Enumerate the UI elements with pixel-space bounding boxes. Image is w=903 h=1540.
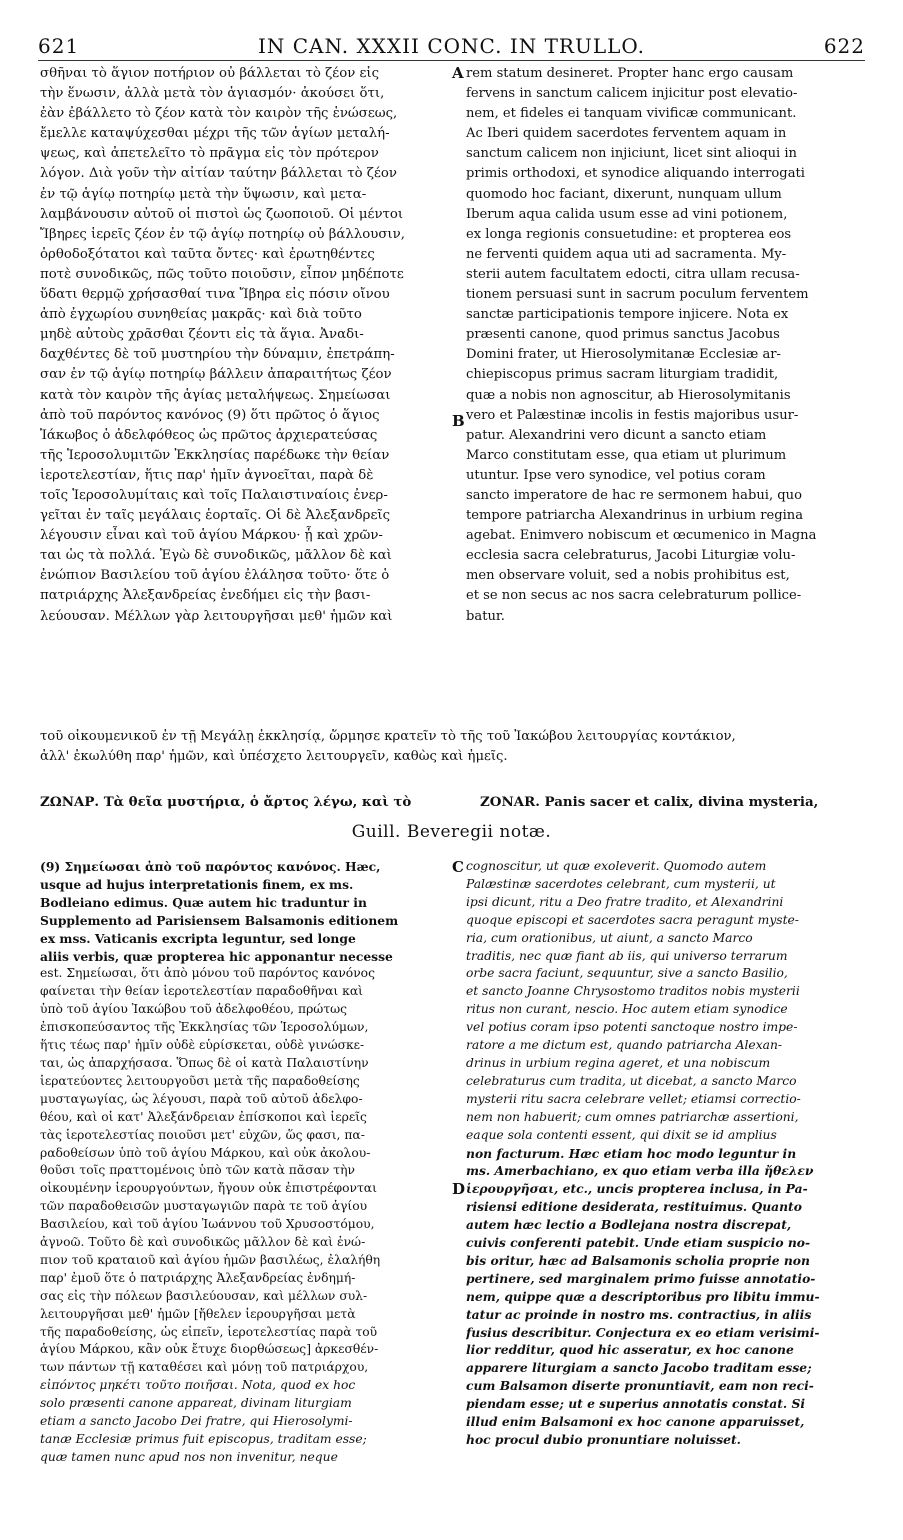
text-line: bis oritur, hæc ad Balsamonis scholia proprie non bbox=[466, 1252, 810, 1268]
text-line: ἁγίου Μάρκου, κἂν οὐκ ἔτυχε διορθώσεως] ἀρκεσθέν- bbox=[40, 1342, 379, 1357]
page-number-right: 622 bbox=[823, 34, 865, 58]
text-line: est. Σημείωσαι, ὅτι ἀπὸ μόνου τοῦ παρόντος κανόνος bbox=[40, 966, 375, 981]
text-line: ἐπισκοπεύσαντος τῆς Ἐκκλησίας τῶν Ἱεροσολύμων, bbox=[40, 1020, 369, 1035]
zonaras-greek-heading: ΖΩΝΑΡ. Τὰ θεῖα μυστήρια, ὁ ἄρτος λέγω, καὶ τὸ bbox=[40, 794, 412, 810]
text-line: Marco constitutam esse, qua etiam ut plurimum bbox=[466, 447, 787, 463]
text-line: men observare voluit, sed a nobis prohibitus est, bbox=[466, 568, 790, 584]
text-line: ἀγνοῶ. Τοῦτο δὲ καὶ συνοδικῶς μᾶλλον δὲ καὶ ἐνώ- bbox=[40, 1235, 366, 1250]
text-line: ραδοθείσων ὑπὸ τοῦ ἁγίου Μάρκου, καὶ οὐκ ἀκολου- bbox=[40, 1145, 371, 1160]
text-line: λόγον. Διὰ γοῦν τὴν αἰτίαν ταύτην βάλλεται τὸ ζέον bbox=[40, 166, 397, 182]
text-line: cum Balsamon diserte pronuntiavit, eam non reci- bbox=[466, 1378, 814, 1394]
text-line: quomodo hoc faciant, dixerunt, nunquam ullum bbox=[466, 186, 782, 202]
text-line: ἱεροτελεστίαν, ἥτις παρ' ἡμῖν ἀγνοεῖται, παρὰ δὲ bbox=[40, 467, 374, 483]
text-line: ms. Amerbachiano, ex quo etiam verba illa ἤθελεν bbox=[466, 1163, 814, 1179]
text-line: Supplemento ad Parisiensem Balsamonis editionem bbox=[40, 912, 399, 928]
text-line: autem hæc lectio a Bodlejana nostra discrepat, bbox=[466, 1217, 792, 1233]
text-line: pertinere, sed marginalem primo fuisse annotatio- bbox=[466, 1270, 816, 1286]
text-line: πατριάρχης Ἀλεξανδρείας ἐνεδήμει εἰς τὴν βασι- bbox=[40, 588, 371, 604]
text-line: fervens in sanctum calicem injicitur post elevatio- bbox=[466, 86, 798, 102]
text-line: μυσταγωγίας, ὡς λέγουσι, παρὰ τοῦ αὐτοῦ ἀδελφο- bbox=[40, 1091, 363, 1106]
text-line: ratore a me dictum est, quando patriarcha Alexan- bbox=[466, 1038, 783, 1053]
running-header bbox=[38, 34, 865, 58]
full-width-line: ἀλλ' ἐκωλύθη παρ' ἡμῶν, καὶ ὑπέσχετο λειτουργεῖν, καθὼς καὶ ἡμεῖς. bbox=[40, 749, 508, 764]
text-line: Ἴβηρες ἱερεῖς ζέον ἐν τῷ ἁγίῳ ποτηρίῳ οὐ βάλλουσιν, bbox=[40, 226, 405, 242]
text-line: σθῆναι τὸ ἅγιον ποτήριον οὐ βάλλεται τὸ ζέον εἰς bbox=[40, 66, 380, 81]
text-line: ται ὡς τὰ πολλά. Ἐγὼ δὲ συνοδικῶς, μᾶλλον δὲ καὶ bbox=[40, 548, 392, 564]
text-line: etiam a sancto Jacobo Dei fratre, qui Hierosolymi- bbox=[40, 1414, 353, 1429]
text-line: rem statum desineret. Propter hanc ergo causam bbox=[466, 66, 794, 81]
text-line: et sancto Joanne Chrysostomo traditos nobis mysterii bbox=[466, 984, 800, 999]
text-line: celebraturus cum tradita, ut dicebat, a sancto Marco bbox=[466, 1073, 797, 1088]
text-line: Ac Iberi quidem sacerdotes ferventem aquam in bbox=[466, 126, 787, 142]
text-line: των πάντων τῇ καταθέσει καὶ μόνῃ τοῦ πατριάρχου, bbox=[40, 1360, 369, 1375]
text-line: et se non secus ac nos sacra celebraturum pollice- bbox=[466, 588, 802, 604]
text-line: ψεως, καὶ ἀπετελεῖτο τὸ πρᾶγμα εἰς τὸν πρότερον bbox=[40, 146, 379, 162]
text-line: παρ' ἐμοῦ ὅτε ὁ πατριάρχης Ἀλεξανδρείας ἐνδημή- bbox=[40, 1270, 356, 1285]
text-line: ἱερατεύοντες λειτουργοῦσι μετὰ τῆς παραδοθείσης bbox=[40, 1073, 360, 1088]
text-line: patur. Alexandrini vero dicunt a sancto etiam bbox=[466, 427, 767, 443]
text-line: primis orthodoxi, et synodice aliquando interrogati bbox=[466, 166, 805, 182]
text-line: Βασιλείου, καὶ τοῦ ἁγίου Ἰωάννου τοῦ Χρυσοστόμου, bbox=[40, 1217, 375, 1232]
text-line: risiensi editione desiderata, restituimus. Quanto bbox=[466, 1199, 802, 1215]
text-line: non facturum. Hæc etiam hoc modo leguntur in bbox=[466, 1145, 797, 1161]
text-line: θέου, καὶ οἱ κατ' Ἀλεξάνδρειαν ἐπίσκοποι καὶ ἱερεῖς bbox=[40, 1109, 367, 1124]
text-line: aliis verbis, quæ propterea hic apponantur necesse bbox=[40, 948, 393, 964]
text-line: tempore patriarcha Alexandrinus in urbium regina bbox=[466, 508, 804, 524]
text-line: ex longa regionis consuetudine: et propterea eos bbox=[466, 226, 792, 242]
text-line: Ἰάκωβος ὁ ἀδελφόθεος ὡς πρῶτος ἀρχιερατεύσας bbox=[40, 427, 378, 443]
text-line: τῶν παραδοθεισῶν μυσταγωγιῶν παρὰ τε τοῦ ἁγίου bbox=[40, 1199, 368, 1214]
text-line: λεύουσαν. Μέλλων γὰρ λειτουργῆσαι μεθ' ἡμῶν καὶ bbox=[40, 608, 393, 624]
text-line: (9) Σημείωσαι ἀπὸ τοῦ παρόντος κανόνος. Hæc, bbox=[40, 859, 381, 874]
greek-canon-text bbox=[40, 64, 450, 627]
text-line: mysterii ritu sacra celebrare vellet; etiamsi correctio- bbox=[466, 1091, 801, 1106]
text-line: μηδὲ αὐτοὺς χρᾶσθαι ζέοντι εἰς τὰ ἅγια. Ἀναδι- bbox=[40, 327, 364, 343]
text-line: sanctæ participationis tempore injicere. Nota ex bbox=[466, 307, 789, 323]
text-line: Bodleiano edimus. Quæ autem hic traduntur in bbox=[40, 894, 367, 910]
text-line: ἐν τῷ ἁγίῳ ποτηρίῳ μετὰ τὴν ὕψωσιν, καὶ μετα- bbox=[40, 186, 367, 202]
text-line: tanæ Ecclesiæ primus fuit episcopus, traditam esse; bbox=[40, 1432, 367, 1446]
text-line: ὑπὸ τοῦ ἁγίου Ἰακώβου τοῦ ἀδελφοθέου, πρώτως bbox=[40, 1002, 348, 1017]
text-line: ex mss. Vaticanis excripta leguntur, sed longe bbox=[40, 930, 356, 946]
text-line: nem, et fideles ei tanquam vivificæ communicant. bbox=[466, 106, 797, 122]
text-line: sanctum calicem non injiciunt, licet sint alioqui in bbox=[466, 146, 797, 162]
text-line: ὀρθοδοξότατοι καὶ ταῦτα ὄντες· καὶ ἐρωτηθέντες bbox=[40, 246, 375, 262]
running-title: IN CAN. XXXII CONC. IN TRULLO. bbox=[258, 34, 645, 58]
text-line: ecclesia sacra celebraturus, Jacobi Liturgiæ volu- bbox=[466, 548, 796, 564]
text-line: eaque sola contenti essent, qui dixit se id amplius bbox=[466, 1127, 777, 1142]
text-line: illud enim Balsamoni ex hoc canone apparuisset, bbox=[466, 1414, 805, 1430]
margin-marker-a: A bbox=[452, 64, 464, 82]
text-line: agebat. Enimvero nobiscum et œcumenico in Magna bbox=[466, 528, 817, 544]
text-line: tatur ac proinde in nostro ms. contractius, in aliis bbox=[466, 1306, 812, 1322]
text-line: apparere liturgiam a sancto Jacobo traditam esse; bbox=[466, 1360, 812, 1376]
margin-marker-d: D bbox=[452, 1180, 466, 1198]
text-line: ἔμελλε καταψύχεσθαι μέχρι τῆς τῶν ἁγίων μεταλή- bbox=[40, 126, 390, 142]
full-width-line: τοῦ οἰκουμενικοῦ ἐν τῇ Μεγάλῃ ἐκκλησίᾳ, ὥρμησε κρατεῖν τὸ τῆς τοῦ Ἰακώβου λειτουργίας κοντάκιον, bbox=[40, 729, 736, 744]
text-line: ται, ὡς ἀπαρχήσασα. Ὅπως δὲ οἱ κατὰ Παλαιστίνην bbox=[40, 1055, 369, 1070]
text-line: ἥτις τέως παρ' ἡμῖν οὐδὲ εὑρίσκεται, οὐδὲ γινώσκε- bbox=[40, 1038, 365, 1053]
text-line: tionem persuasi sunt in sacrum poculum ferventem bbox=[466, 287, 809, 303]
text-line: σας εἰς τὴν πόλεων βασιλεύουσαν, καὶ μέλλων συλ- bbox=[40, 1288, 368, 1303]
text-line: ἐὰν ἐβάλλετο τὸ ζέον κατὰ τὸν καιρὸν τῆς ἑνώσεως, bbox=[40, 106, 398, 122]
text-line: vel potius coram ipso potenti sanctoque nostro impe- bbox=[466, 1020, 798, 1035]
text-line: εἰπόντος μηκέτι τοῦτο ποιῆσαι. Nota, quod ex hoc bbox=[40, 1378, 356, 1393]
text-line: λειτουργῆσαι μεθ' ἡμῶν [ἤθελεν ἱερουργῆσαι μετὰ bbox=[40, 1306, 356, 1321]
text-line: sancto imperatore de hac re sermonem habui, quo bbox=[466, 487, 802, 503]
text-line: orbe sacra faciunt, sequuntur, sive a sancto Basilio, bbox=[466, 966, 788, 981]
text-line: τὰς ἱεροτελεστίας ποιοῦσι μετ' εὐχῶν, ὥς φασι, πα- bbox=[40, 1127, 365, 1142]
text-line: usque ad hujus interpretationis finem, ex ms. bbox=[40, 876, 354, 892]
text-line: οἰκουμένην ἱερουργούντων, ἤγουν οὐκ ἐπιστρέφονται bbox=[40, 1181, 377, 1196]
text-line: ὕδατι θερμῷ χρήσασθαί τινα Ἴβηρα εἰς πόσιν οἴνου bbox=[40, 287, 390, 303]
text-line: πιον τοῦ κραταιοῦ καὶ ἁγίου ἡμῶν βασιλέως, ἐλαλήθη bbox=[40, 1252, 381, 1267]
text-line: nem non habuerit; cum omnes patriarchæ assertioni, bbox=[466, 1109, 799, 1124]
text-line: ritus non curant, nescio. Hoc autem etiam synodice bbox=[466, 1002, 788, 1017]
text-line: λαμβάνουσιν αὐτοῦ οἱ πιστοὶ ὡς ζωοποιοῦ. Οἱ μέντοι bbox=[40, 206, 404, 222]
text-line: λέγουσιν εἶναι καὶ τοῦ ἁγίου Μάρκου· ᾗ καὶ χρῶν- bbox=[40, 528, 383, 544]
notes-right-column bbox=[466, 858, 868, 1449]
text-line: Palæstinæ sacerdotes celebrant, cum mysterii, ut bbox=[466, 876, 776, 891]
text-line: vero et Palæstinæ incolis in festis majoribus usur- bbox=[466, 407, 799, 423]
text-line: solo præsenti canone appareat, divinam liturgiam bbox=[40, 1396, 352, 1411]
text-line: hoc procul dubio pronuntiare noluisset. bbox=[466, 1432, 741, 1447]
text-line: σαν ἐν τῷ ἁγίῳ ποτηρίῳ βάλλειν ἀπαραιτήτως ζέον bbox=[40, 367, 392, 383]
text-line: κατὰ τὸν καιρὸν τῆς ἁγίας μεταλήψεως. Σημείωσαι bbox=[40, 387, 391, 403]
margin-marker-c: C bbox=[452, 858, 464, 876]
latin-canon-text bbox=[466, 64, 868, 627]
text-line: τῆς παραδοθείσης, ὡς εἰπεῖν, ἱεροτελεστίας παρὰ τοῦ bbox=[40, 1324, 378, 1339]
text-line: fusius describitur. Conjectura ex eo etiam verisimi- bbox=[466, 1324, 820, 1340]
text-line: δαχθέντες δὲ τοῦ μυστηρίου τὴν δύναμιν, ἐπετράπη- bbox=[40, 347, 395, 363]
text-line: ἀπὸ τοῦ παρόντος κανόνος (9) ὅτι πρῶτος ὁ ἅγιος bbox=[40, 407, 380, 423]
text-line: nem, quippe quæ a descriptoribus pro libitu immu- bbox=[466, 1288, 820, 1304]
text-line: ἱερουργῆσαι, etc., uncis propterea inclusa, in Pa- bbox=[466, 1181, 808, 1197]
notes-title: Guill. Beveregii notæ. bbox=[351, 822, 552, 842]
text-line: γεῖται ἐν ταῖς μεγάλαις ἑορταῖς. Οἱ δὲ Ἀλεξανδρεῖς bbox=[40, 508, 391, 524]
text-line: ἐνώπιον Βασιλείου τοῦ ἁγίου ἐλάλησα τοῦτο· ὅτε ὁ bbox=[40, 568, 390, 584]
text-line: batur. bbox=[466, 608, 505, 624]
text-line: cognoscitur, ut quæ exoleverit. Quomodo autem bbox=[466, 859, 767, 873]
text-line: ria, cum orationibus, ut aiunt, a sancto Marco bbox=[466, 930, 753, 945]
text-line: piendam esse; ut e superius annotatis constat. Si bbox=[466, 1396, 806, 1412]
notes-left-column bbox=[40, 858, 452, 1467]
text-line: φαίνεται τὴν θείαν ἱεροτελεστίαν παραδοθῆναι καὶ bbox=[40, 984, 363, 999]
text-line: ποτὲ συνοδικῶς, πῶς τοῦτο ποιοῦσιν, εἶπον μηδέποτε bbox=[40, 266, 404, 282]
text-line: ἀπὸ ἐγχωρίου συνηθείας μακρᾶς· καὶ διὰ τοῦτο bbox=[40, 307, 362, 323]
text-line: Domini frater, ut Hierosolymitanæ Ecclesiæ ar- bbox=[466, 347, 781, 363]
text-line: drinus in urbium regina ageret, et una nobiscum bbox=[466, 1055, 771, 1070]
text-line: quæ tamen nunc apud nos non invenitur, neque bbox=[40, 1449, 338, 1464]
text-line: quoque episcopi et sacerdotes sacra peragunt myste- bbox=[466, 912, 799, 927]
zonaras-latin-heading: ZONAR. Panis sacer et calix, divina mysteria, bbox=[480, 794, 819, 810]
text-line: ipsi dicunt, ritu a Deo fratre tradito, et Alexandrini bbox=[466, 894, 784, 909]
text-line: cuivis conferenti patebit. Unde etiam suspicio no- bbox=[466, 1235, 811, 1251]
text-line: sterii autem facultatem edocti, citra ullam recusa- bbox=[466, 266, 800, 282]
text-line: chiepiscopus primus sacram liturgiam tradidit, bbox=[466, 367, 779, 383]
text-line: τῆς Ἱεροσολυμιτῶν Ἐκκλησίας παρέδωκε τὴν θείαν bbox=[40, 447, 390, 463]
text-line: quæ a nobis non agnoscitur, ab Hierosolymitanis bbox=[466, 387, 791, 403]
text-line: præsenti canone, quod primus sanctus Jacobus bbox=[466, 327, 780, 343]
text-line: τοῖς Ἱεροσολυμίταις καὶ τοῖς Παλαιστιναίοις ἐνερ- bbox=[40, 487, 388, 503]
text-line: Iberum aqua calida usum esse ad vini potionem, bbox=[466, 206, 788, 222]
margin-marker-b: B bbox=[452, 412, 465, 430]
text-line: ne ferventi quidem aqua uti ad sacramenta. My- bbox=[466, 246, 787, 262]
text-line: lior redditur, quod hic asseratur, ex hoc canone bbox=[466, 1342, 794, 1358]
text-line: τὴν ἕνωσιν, ἀλλὰ μετὰ τὸν ἁγιασμόν· ἀκούσει ὅτι, bbox=[40, 86, 385, 102]
header-rule bbox=[38, 60, 865, 61]
text-line: θοῦσι τοῖς πραττομένοις ὑπὸ τῶν κατὰ πᾶσαν τὴν bbox=[40, 1163, 355, 1178]
page-number-left: 621 bbox=[38, 34, 80, 58]
text-line: traditis, nec quæ fiant ab iis, qui universo terrarum bbox=[466, 948, 788, 963]
text-line: utuntur. Ipse vero synodice, vel potius coram bbox=[466, 467, 766, 483]
